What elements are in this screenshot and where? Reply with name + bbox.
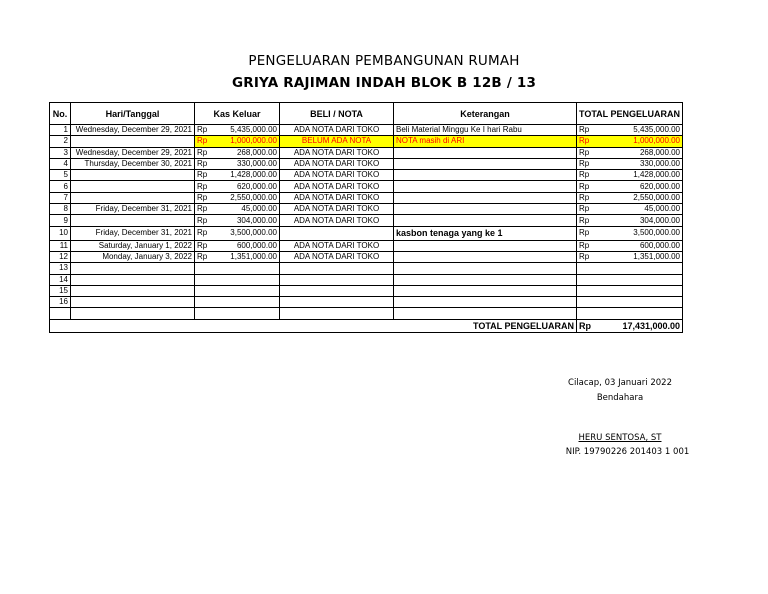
row-keterangan	[394, 251, 577, 262]
expense-table	[49, 102, 683, 333]
total-amount: 17,431,000.00	[595, 319, 683, 332]
row-total-amount	[595, 274, 683, 285]
row-nota	[280, 308, 394, 319]
row-no: 13	[50, 263, 71, 274]
row-total-amount: 1,000,000.00	[595, 136, 683, 147]
row-kas-currency: Rp	[195, 204, 211, 215]
row-kas-amount: 330,000.00	[211, 158, 280, 169]
row-nota: ADA NOTA DARI TOKO	[280, 204, 394, 215]
row-nota	[280, 263, 394, 274]
row-no: 6	[50, 181, 71, 192]
row-total-currency: Rp	[577, 170, 595, 181]
row-nota: ADA NOTA DARI TOKO	[280, 215, 394, 226]
row-kas-amount: 1,428,000.00	[211, 170, 280, 181]
row-nota: ADA NOTA DARI TOKO	[280, 192, 394, 203]
row-no: 5	[50, 170, 71, 181]
row-date	[71, 263, 195, 274]
row-total-currency	[577, 285, 595, 296]
row-kas-amount: 304,000.00	[211, 215, 280, 226]
row-kas-amount: 620,000.00	[211, 181, 280, 192]
row-kas-currency	[195, 285, 211, 296]
row-keterangan: kasbon tenaga yang ke 1	[394, 226, 577, 240]
row-kas-currency: Rp	[195, 147, 211, 158]
row-total-amount: 5,435,000.00	[595, 125, 683, 136]
row-date	[71, 215, 195, 226]
document-title: PENGELUARAN PEMBANGUNAN RUMAH	[248, 53, 520, 69]
total-currency: Rp	[577, 319, 595, 332]
table-row	[50, 215, 683, 226]
row-kas-amount	[211, 297, 280, 308]
row-nota: BELUM ADA NOTA	[280, 136, 394, 147]
table-row	[50, 226, 683, 240]
signature-role: Bendahara	[596, 393, 644, 403]
row-kas-currency: Rp	[195, 240, 211, 251]
row-kas-amount	[211, 285, 280, 296]
row-total-currency: Rp	[577, 226, 595, 240]
row-keterangan	[394, 181, 577, 192]
row-keterangan	[394, 274, 577, 285]
row-total-currency: Rp	[577, 158, 595, 169]
row-date	[71, 274, 195, 285]
row-nota: ADA NOTA DARI TOKO	[280, 240, 394, 251]
header-keterangan: Keterangan	[394, 103, 577, 125]
total-row	[50, 319, 683, 332]
row-nota: ADA NOTA DARI TOKO	[280, 125, 394, 136]
header-row	[50, 103, 683, 125]
row-total-amount: 1,428,000.00	[595, 170, 683, 181]
row-total-amount	[595, 263, 683, 274]
row-date	[71, 192, 195, 203]
row-total-amount: 600,000.00	[595, 240, 683, 251]
row-no: 15	[50, 285, 71, 296]
row-kas-currency: Rp	[195, 170, 211, 181]
row-total-amount: 2,550,000.00	[595, 192, 683, 203]
row-nota	[280, 297, 394, 308]
row-total-currency	[577, 297, 595, 308]
row-kas-amount	[211, 263, 280, 274]
row-no	[50, 308, 71, 319]
row-total-currency: Rp	[577, 192, 595, 203]
table-row	[50, 263, 683, 274]
total-spacer	[50, 319, 394, 332]
row-total-currency: Rp	[577, 240, 595, 251]
table-row	[50, 285, 683, 296]
table-row	[50, 204, 683, 215]
table-row	[50, 240, 683, 251]
row-kas-currency: Rp	[195, 136, 211, 147]
row-no: 10	[50, 226, 71, 240]
row-kas-amount: 1,000,000.00	[211, 136, 280, 147]
row-total-currency: Rp	[577, 136, 595, 147]
row-kas-amount: 268,000.00	[211, 147, 280, 158]
total-label: TOTAL PENGELUARAN	[394, 319, 577, 332]
row-kas-amount	[211, 308, 280, 319]
row-total-amount: 45,000.00	[595, 204, 683, 215]
row-no: 7	[50, 192, 71, 203]
row-nota: ADA NOTA DARI TOKO	[280, 158, 394, 169]
row-date: Wednesday, December 29, 2021	[71, 147, 195, 158]
row-no: 1	[50, 125, 71, 136]
row-total-currency: Rp	[577, 147, 595, 158]
row-keterangan	[394, 147, 577, 158]
row-no: 8	[50, 204, 71, 215]
row-kas-amount: 3,500,000.00	[211, 226, 280, 240]
header-kas-keluar: Kas Keluar	[195, 103, 280, 125]
row-date: Wednesday, December 29, 2021	[71, 125, 195, 136]
row-date: Saturday, January 1, 2022	[71, 240, 195, 251]
row-kas-amount: 45,000.00	[211, 204, 280, 215]
table-row	[50, 192, 683, 203]
row-nota: ADA NOTA DARI TOKO	[280, 251, 394, 262]
row-total-amount: 330,000.00	[595, 158, 683, 169]
table-row	[50, 147, 683, 158]
table-row	[50, 170, 683, 181]
row-date: Friday, December 31, 2021	[71, 204, 195, 215]
header-total: TOTAL PENGELUARAN	[577, 103, 683, 125]
row-keterangan	[394, 297, 577, 308]
row-total-currency: Rp	[577, 215, 595, 226]
row-no: 14	[50, 274, 71, 285]
row-keterangan	[394, 192, 577, 203]
header-date: Hari/Tanggal	[71, 103, 195, 125]
row-date	[71, 297, 195, 308]
table-row	[50, 125, 683, 136]
signature-nip: NIP. 19790226 201403 1 001	[565, 447, 690, 457]
row-nota	[280, 285, 394, 296]
row-nota: ADA NOTA DARI TOKO	[280, 147, 394, 158]
row-kas-amount: 5,435,000.00	[211, 125, 280, 136]
row-no: 16	[50, 297, 71, 308]
row-nota: ADA NOTA DARI TOKO	[280, 170, 394, 181]
row-total-amount: 304,000.00	[595, 215, 683, 226]
row-kas-amount: 1,351,000.00	[211, 251, 280, 262]
row-kas-amount: 600,000.00	[211, 240, 280, 251]
row-keterangan	[394, 240, 577, 251]
document-subtitle: GRIYA RAJIMAN INDAH BLOK B 12B / 13	[231, 75, 537, 91]
row-nota	[280, 274, 394, 285]
row-date: Friday, December 31, 2021	[71, 226, 195, 240]
row-total-amount: 268,000.00	[595, 147, 683, 158]
table-row	[50, 158, 683, 169]
row-kas-currency	[195, 297, 211, 308]
row-no: 3	[50, 147, 71, 158]
row-kas-currency: Rp	[195, 125, 211, 136]
row-kas-currency: Rp	[195, 215, 211, 226]
row-total-amount	[595, 308, 683, 319]
header-beli-nota: BELI / NOTA	[280, 103, 394, 125]
row-kas-currency: Rp	[195, 251, 211, 262]
row-kas-currency: Rp	[195, 181, 211, 192]
row-no: 9	[50, 215, 71, 226]
row-total-currency	[577, 308, 595, 319]
row-total-amount: 1,351,000.00	[595, 251, 683, 262]
table-row	[50, 251, 683, 262]
row-total-currency	[577, 263, 595, 274]
row-kas-currency: Rp	[195, 192, 211, 203]
row-date	[71, 308, 195, 319]
row-keterangan: Beli Material Minggu Ke I hari Rabu	[394, 125, 577, 136]
row-date	[71, 181, 195, 192]
row-date	[71, 136, 195, 147]
row-keterangan: NOTA masih di ARI	[394, 136, 577, 147]
row-total-currency	[577, 274, 595, 285]
table-row	[50, 136, 683, 147]
signature-place-date: Cilacap, 03 Januari 2022	[568, 378, 672, 388]
row-no: 2	[50, 136, 71, 147]
row-date: Thursday, December 30, 2021	[71, 158, 195, 169]
table-row	[50, 308, 683, 319]
row-date	[71, 170, 195, 181]
row-total-amount: 620,000.00	[595, 181, 683, 192]
row-total-amount	[595, 285, 683, 296]
row-kas-currency	[195, 263, 211, 274]
signature-name: HERU SENTOSA, ST	[578, 433, 662, 443]
row-date	[71, 285, 195, 296]
row-keterangan	[394, 215, 577, 226]
row-total-currency: Rp	[577, 181, 595, 192]
row-total-currency: Rp	[577, 251, 595, 262]
table-row	[50, 297, 683, 308]
header-no: No.	[50, 103, 71, 125]
row-total-amount: 3,500,000.00	[595, 226, 683, 240]
row-nota	[280, 226, 394, 240]
row-keterangan	[394, 285, 577, 296]
row-date: Monday, January 3, 2022	[71, 251, 195, 262]
row-keterangan	[394, 170, 577, 181]
row-nota: ADA NOTA DARI TOKO	[280, 181, 394, 192]
row-kas-currency	[195, 274, 211, 285]
row-total-amount	[595, 297, 683, 308]
row-no: 12	[50, 251, 71, 262]
row-no: 4	[50, 158, 71, 169]
row-kas-amount: 2,550,000.00	[211, 192, 280, 203]
row-total-currency: Rp	[577, 204, 595, 215]
row-keterangan	[394, 308, 577, 319]
row-kas-currency: Rp	[195, 158, 211, 169]
row-no: 11	[50, 240, 71, 251]
row-keterangan	[394, 204, 577, 215]
row-kas-currency: Rp	[195, 226, 211, 240]
row-kas-currency	[195, 308, 211, 319]
row-keterangan	[394, 158, 577, 169]
row-keterangan	[394, 263, 577, 274]
row-kas-amount	[211, 274, 280, 285]
row-total-currency: Rp	[577, 125, 595, 136]
table-row	[50, 181, 683, 192]
table-row	[50, 274, 683, 285]
